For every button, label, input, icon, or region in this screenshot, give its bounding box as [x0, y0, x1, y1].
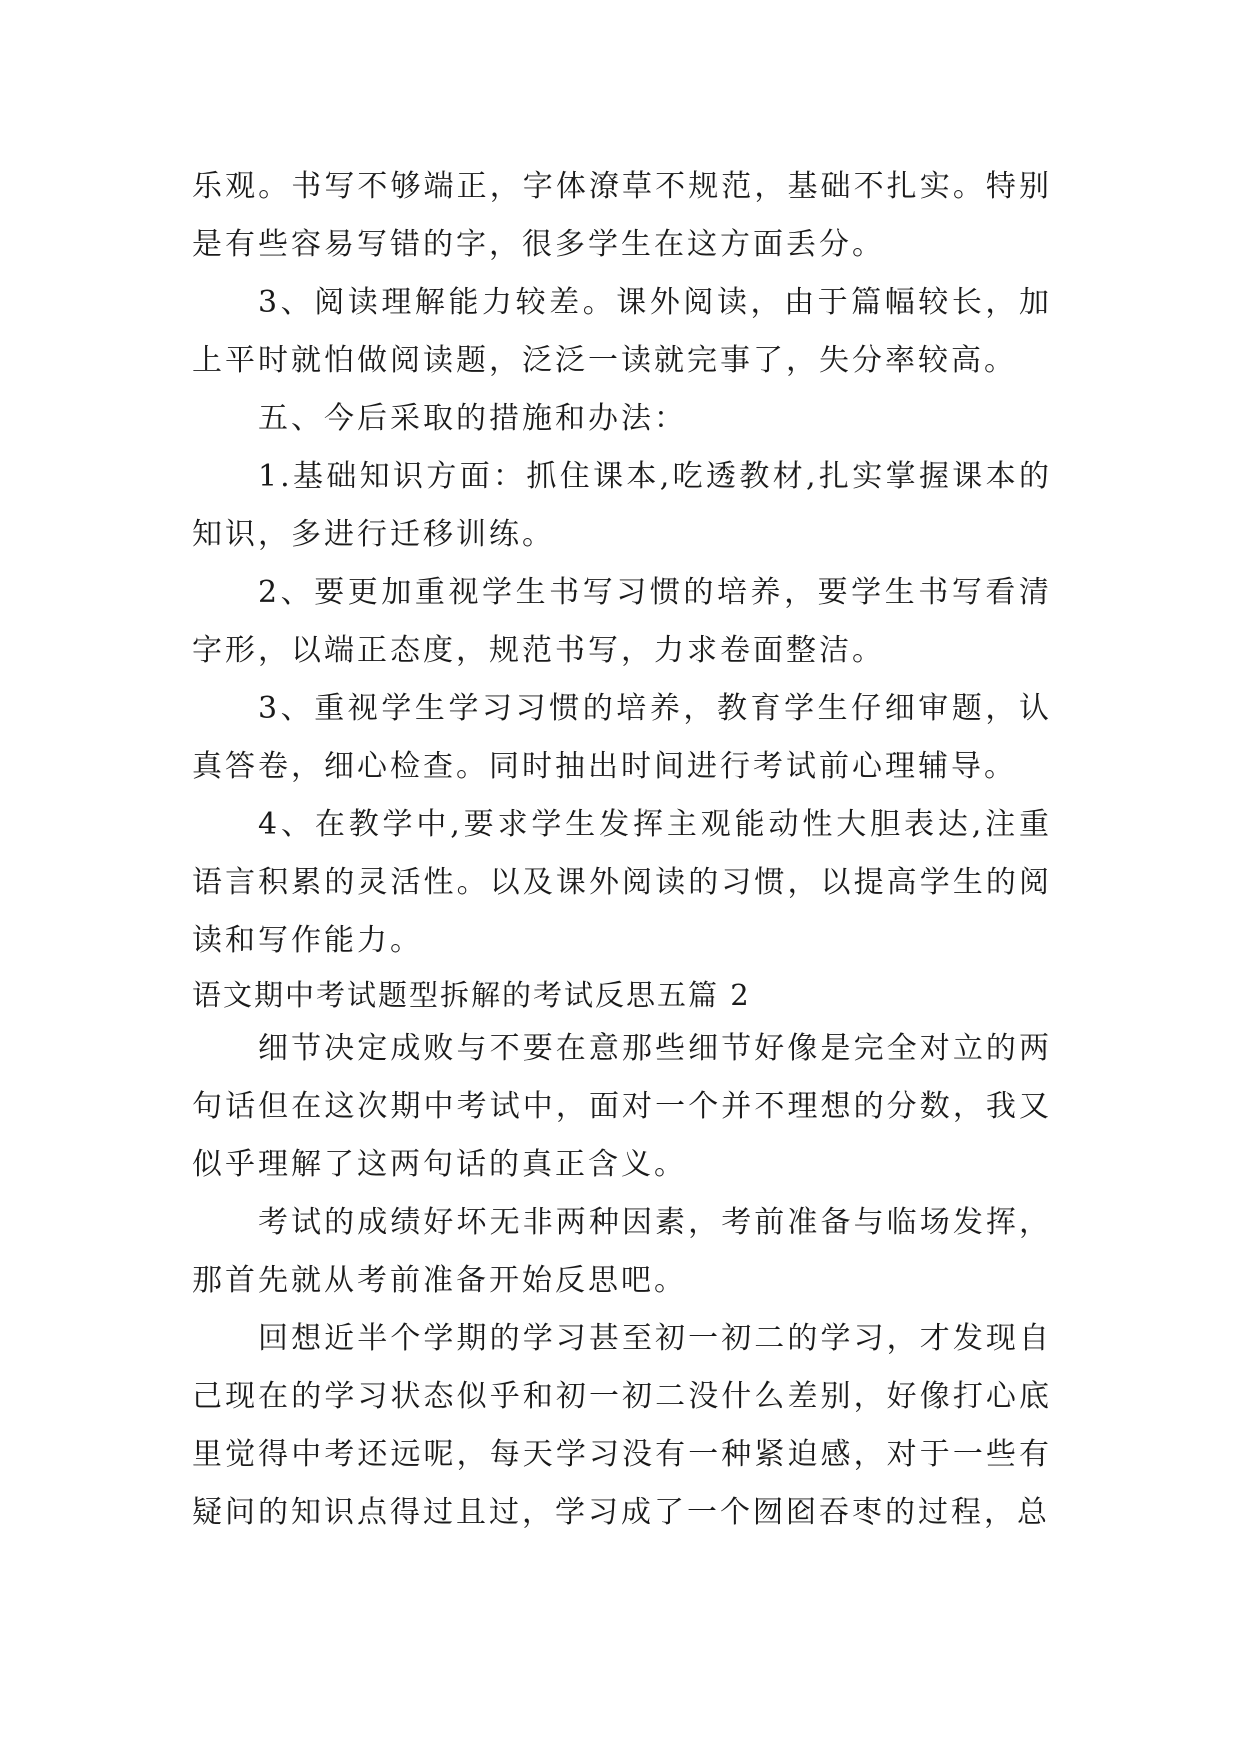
paragraph-details: 细节决定成败与不要在意那些细节好像是完全对立的两句话但在这次期中考试中，面对一个并不理想的分数，我又似乎理解了这两句话的真正含义。 [192, 1031, 1052, 1182]
paragraph-measure-4: 4、在教学中,要求学生发挥主观能动性大胆表达,注重语言积累的灵活性。以及课外阅读的习惯，以提高学生的阅读和写作能力。 [192, 807, 1052, 958]
paragraph-reflection: 回想近半个学期的学习甚至初一初二的学习，才发现自己现在的学习状态似乎和初一初二没什么差别，好像打心底里觉得中考还远呢，每天学习没有一种紧迫感，对于一些有疑问的知识点得过且过，学习成了一个囫囵吞枣的过程，总 [192, 1321, 1052, 1530]
paragraph-continuation: 乐观。书写不够端正，字体潦草不规范，基础不扎实。特别是有些容易写错的字，很多学生在这方面丢分。 [192, 169, 1052, 262]
paragraph-measure-1: 1.基础知识方面：抓住课本,吃透教材,扎实掌握课本的知识，多进行迁移训练。 [192, 459, 1052, 552]
paragraph-measure-2: 2、要更加重视学生书写习惯的培养，要学生书写看清字形，以端正态度，规范书写，力求卷面整洁。 [192, 575, 1052, 668]
document-body [192, 158, 1052, 1542]
section-title: 语文期中考试题型拆解的考试反思五篇 2 [192, 978, 751, 1012]
paragraph-reading-comprehension: 3、阅读理解能力较差。课外阅读，由于篇幅较长，加上平时就怕做阅读题，泛泛一读就完事了，失分率较高。 [192, 285, 1052, 378]
paragraph-exam-factors: 考试的成绩好坏无非两种因素，考前准备与临场发挥，那首先就从考前准备开始反思吧。 [192, 1205, 1052, 1298]
paragraph-measures-heading: 五、今后采取的措施和办法： [258, 401, 687, 436]
paragraph-measure-3: 3、重视学生学习习惯的培养，教育学生仔细审题，认真答卷，细心检查。同时抽出时间进行考试前心理辅导。 [192, 691, 1052, 784]
